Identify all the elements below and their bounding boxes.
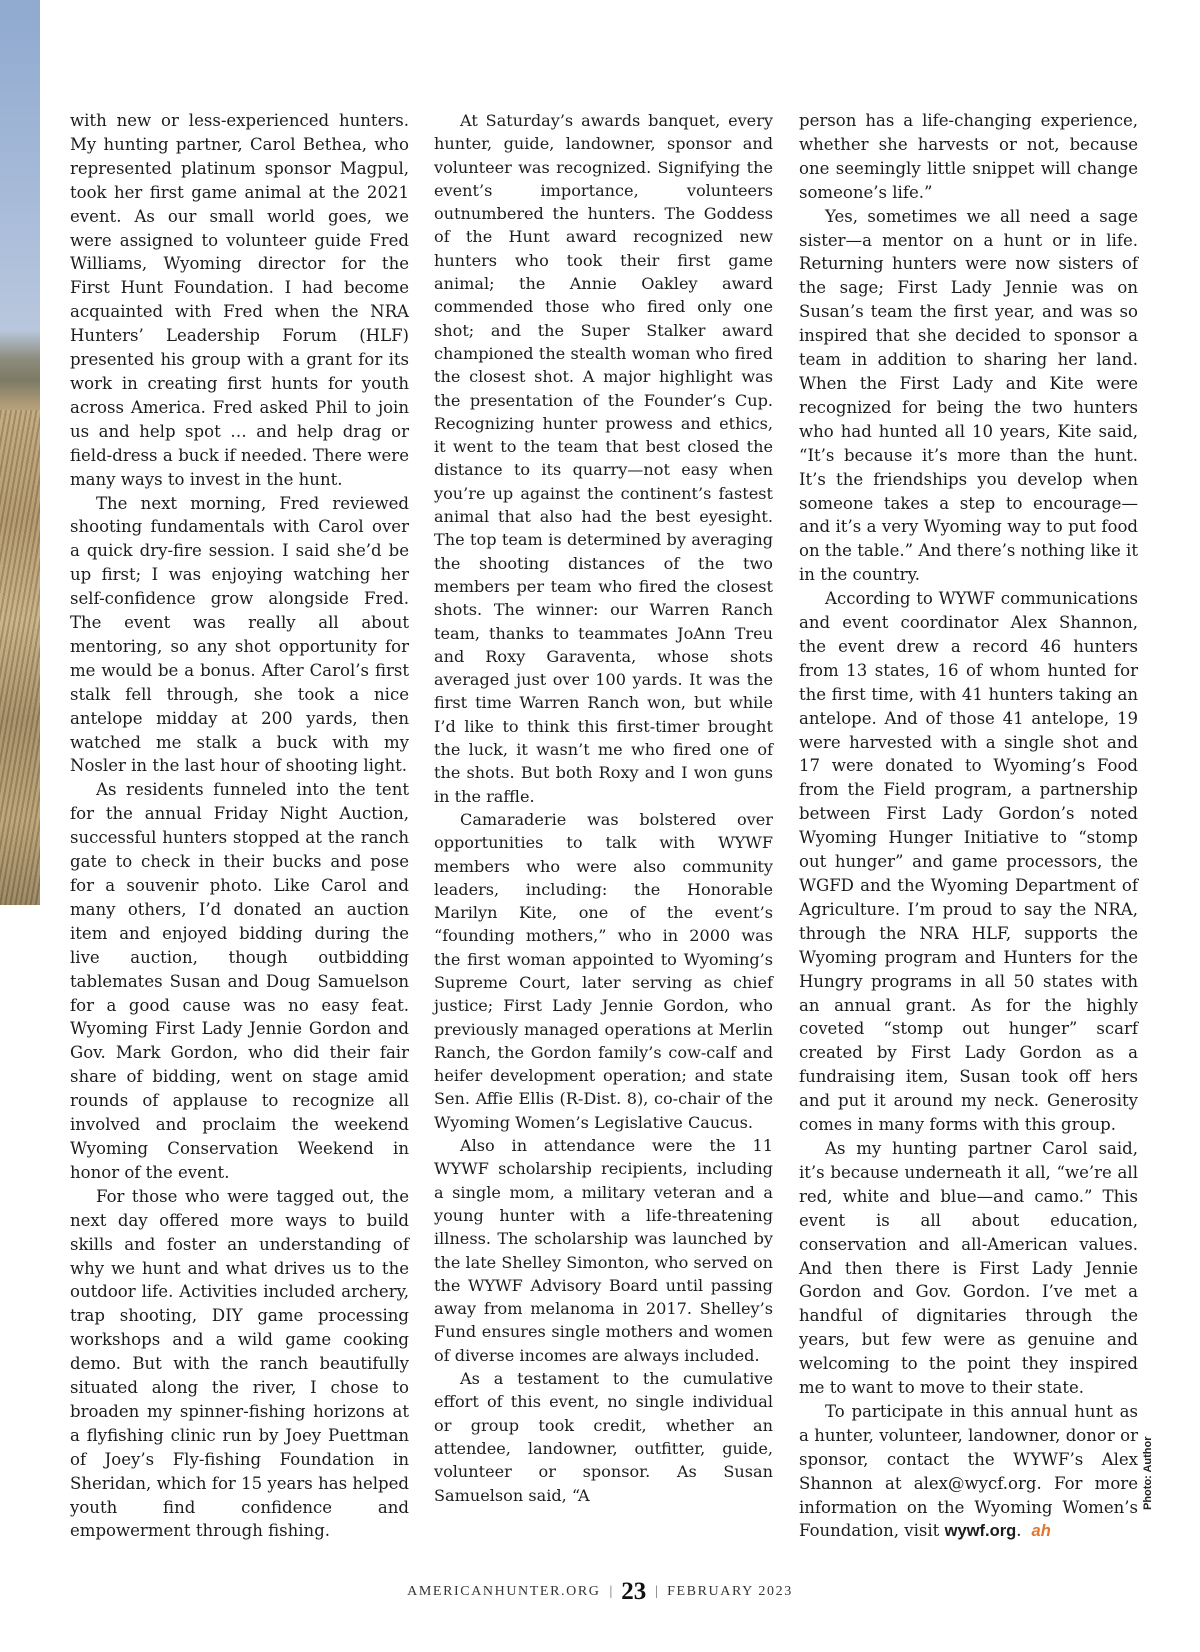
- paragraph-text: Also in attendance were the 11 WYWF scholarship recipients, including a single mom, a military veteran and a young hunter with a life-threatening illness. The scholarship was launched by the late Shelley Simonton, who served on the WYWF Advisory Board until passing away from melanoma in 2017. Shelley’s Fund ensures single mothers and women of diverse incomes are always included.: [434, 1136, 774, 1365]
- photo-grass-texture: [0, 410, 40, 905]
- page-number: 23: [621, 1578, 647, 1605]
- paragraph-text: The next morning, Fred reviewed shooting fundamentals with Carol over a quick dry-fire session. I said she’d be up first; I was enjoying watching her self-confidence grow alongside Fred. The event was really all about mentoring, so any shot opportunity for me would be a bonus. After Carol’s first stalk fell through, she took a nice antelope midday at 200 yards, then watched me stalk a buck with my Nosler in the last hour of shooting light.: [70, 493, 409, 776]
- article-column-1: [70, 109, 409, 1543]
- article-paragraph: [434, 808, 773, 1134]
- footer-separator: |: [655, 1584, 659, 1599]
- paragraph-text: According to WYWF communications and event coordinator Alex Shannon, the event drew a record 46 hunters from 13 states, 16 of whom hunted for the first time, with 41 hunters taking an antelope. And of those 41 antelope, 19 were harvested with a single shot and 17 were donated to Wyoming’s Food from the Field program, a partnership between First Lady Gordon’s noted Wyoming Hunger Initiative to “stomp out hunger” and game processors, the WGFD and the Wyoming Department of Agriculture. I’m proud to say the NRA, through the NRA HLF, supports the Wyoming program and Hunters for the Hungry programs in all 50 states with an annual grant. As for the highly coveted “stomp out hunger” scarf created by First Lady Gordon as a fundraising item, Susan took off hers and put it around my neck. Generosity comes in many forms with this group.: [799, 589, 1138, 1135]
- end-mark-logo: ah: [1031, 1521, 1051, 1541]
- paragraph-text: Yes, sometimes we all need a sage sister—a mentor on a hunt or in life. Returning hunters were now sisters of the sage; First Lady Jennie was on Susan’s team the first year, and was so inspired that she decided to sponsor a team in addition to sharing her land. When the First Lady and Kite were recognized for being the two hunters who had hunted all 10 years, Kite said, “It’s because it’s more than the hunt. It’s the friendships you develop when someone takes a step to encourage—and it’s a very Wyoming way to put food on the table.” And there’s nothing like it in the country.: [799, 206, 1138, 585]
- article-column-3: [799, 109, 1138, 1543]
- article-column-2: [434, 109, 773, 1507]
- photo-credit: Photo: Author: [1142, 1436, 1154, 1510]
- article-paragraph: [434, 109, 773, 808]
- link-punctuation: .: [1016, 1521, 1022, 1541]
- footer-site[interactable]: AMERICANHUNTER.ORG: [407, 1584, 601, 1599]
- article-paragraph: [799, 1137, 1138, 1400]
- article-paragraph: [70, 1185, 409, 1544]
- paragraph-text: with new or less-experienced hunters. My hunting partner, Carol Bethea, who represented platinum sponsor Magpul, took her first game animal at the 2021 event. As our small world goes, we were assigned to volunteer guide Fred Williams, Wyoming director for the First Hunt Foundation. I had become acquainted with Fred when the NRA Hunters’ Leadership Forum (HLF) presented his group with a grant for its work in creating first hunts for youth across America. Fred asked Phil to join us and help spot … and help drag or field-dress a buck if needed. There were many ways to invest in the hunt.: [70, 111, 409, 489]
- article-paragraph: [799, 205, 1138, 588]
- paragraph-text: Camaraderie was bolstered over opportunities to talk with WYWF members who were also community leaders, including: the Honorable Marilyn Kite, one of the event’s “founding mothers,” who in 2000 was the first woman appointed to Wyoming’s Supreme Court, later serving as chief justice; First Lady Jennie Gordon, who previously managed operations at Merlin Ranch, the Gordon family’s cow-calf and heifer development operation; and state Sen. Affie Ellis (R-Dist. 8), co-chair of the Wyoming Women’s Legislative Caucus.: [434, 809, 773, 1132]
- article-paragraph: [799, 1400, 1138, 1543]
- paragraph-text: To participate in this annual hunt as a hunter, volunteer, landowner, donor or sponsor, contact the WYWF’s Alex Shannon at alex@wycf.org. For more information on the Wyoming Women’s Foundation, visit: [799, 1401, 1138, 1541]
- article-paragraph: [70, 109, 409, 492]
- paragraph-text: As my hunting partner Carol said, it’s because underneath it all, “we’re all red, white and blue—and camo.” This event is all about education, conservation and all-American values. And then there is First Lady Jennie Gordon and Gov. Gordon. I’ve met a handful of dignitaries through the years, but few were as genuine and welcoming to the point they inspired me to want to move to their state.: [799, 1138, 1138, 1398]
- article-paragraph: [70, 492, 409, 779]
- paragraph-text: person has a life-changing experience, whether she harvests or not, because one seemingly little snippet will change someone’s life.”: [799, 111, 1138, 202]
- paragraph-text: As residents funneled into the tent for the annual Friday Night Auction, successful hunters stopped at the ranch gate to check in their bucks and pose for a souvenir photo. Like Carol and many others, I’d donated an auction item and enjoyed bidding during the live auction, though outbidding tablemates Susan and Doug Samuelson for a good cause was no easy feat. Wyoming First Lady Jennie Gordon and Gov. Mark Gordon, who did their fair share of bidding, went on stage amid rounds of applause to recognize all involved and proclaim the weekend Wyoming Conservation Weekend in honor of the event.: [70, 780, 409, 1182]
- paragraph-text: At Saturday’s awards banquet, every hunter, guide, landowner, sponsor and volunteer was recognized. Signifying the event’s importance, volunteers outnumbered the hunters. The Goddess of the Hunt award recognized new hunters who took their first game animal; the Annie Oakley award commended those who fired only one shot; and the Super Stalker award championed the stealth woman who fired the closest shot. A major highlight was the presentation of the Founder’s Cup. Recognizing hunter prowess and ethics, it went to the team that best closed the distance to its quarry—not easy when you’re up against the continent’s fastest animal that also had the best eyesight. The top team is determined by averaging the shooting distances of the two members per team who fired the closest shots. The winner: our Warren Ranch team, thanks to teammates JoAnn Treu and Roxy Garaventa, whose shots averaged just over 100 yards. It was the first time Warren Ranch won, but while I’d like to think this first-timer brought the luck, it wasn’t me who fired one of the shots. But both Roxy and I won guns in the raffle.: [434, 111, 773, 806]
- footer-separator: |: [609, 1584, 613, 1599]
- article-paragraph: [70, 778, 409, 1184]
- page-footer: [0, 1578, 1200, 1606]
- article-paragraph: [799, 587, 1138, 1137]
- article-paragraph: [799, 109, 1138, 205]
- footer-issue: FEBRUARY 2023: [667, 1584, 793, 1599]
- photo-edge: [0, 0, 40, 905]
- website-link[interactable]: wywf.org: [944, 1521, 1017, 1541]
- article-paragraph: [434, 1134, 773, 1367]
- paragraph-text: For those who were tagged out, the next day offered more ways to build skills and foster an understanding of why we hunt and what drives us to the outdoor life. Activities included archery, trap shooting, DIY game processing workshops and a wild game cooking demo. But with the ranch beautifully situated along the river, I chose to broaden my spinner-fishing horizons at a flyfishing clinic run by Joey Puettman of Joey’s Fly-fishing Foundation in Sheridan, which for 15 years has helped youth find confidence and empowerment through fishing.: [70, 1186, 409, 1541]
- paragraph-text: As a testament to the cumulative effort of this event, no single individual or group took credit, whether an attendee, landowner, outfitter, guide, volunteer or sponsor. As Susan Samuelson said, “A: [434, 1369, 773, 1505]
- article-paragraph: [434, 1367, 773, 1507]
